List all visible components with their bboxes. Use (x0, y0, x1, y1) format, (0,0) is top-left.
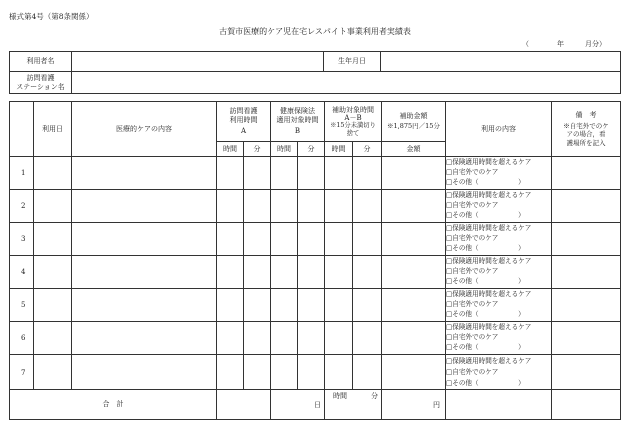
subsidy-time-line4: 捨て (346, 129, 360, 137)
subsidy-time-line3: ※15分未満切り (330, 122, 376, 130)
total-yen-unit: 円 (433, 401, 440, 409)
option-over-insurance[interactable]: □保険適用時間を超えるケア (446, 224, 532, 232)
total-hour-unit: 時間 (333, 392, 347, 400)
insurance-hour-header: 時間 (277, 144, 291, 153)
option-other[interactable]: □その他（ ） (446, 244, 525, 252)
birthdate-label: 生年月日 (338, 57, 366, 66)
nursing-header-line3: A (240, 126, 247, 135)
nursing-header-line2: 利用時間 (229, 116, 258, 125)
nursing-header-line1: 訪問看護 (229, 107, 258, 116)
subsidy-amount-header: 金額 (406, 144, 421, 153)
subsidy-amount-line1: 補助金額 (399, 112, 428, 121)
user-name-field[interactable] (72, 52, 323, 71)
option-outside-home[interactable]: □自宅外でのケア (446, 333, 499, 341)
nursing-hour-header: 時間 (223, 144, 237, 153)
col-header-remarks (552, 102, 620, 156)
subsidy-amount-line2: ※1,875円／15分 (387, 121, 440, 130)
option-over-insurance[interactable]: □保険適用時間を超えるケア (446, 257, 532, 265)
page-title: 古賀市医療的ケア児在宅レスパイト事業利用者実績表 (219, 27, 411, 36)
option-other[interactable]: □その他（ ） (446, 211, 525, 219)
row-number: 1 (21, 169, 26, 177)
option-other[interactable]: □その他（ ） (446, 343, 525, 351)
col-header-subsidy-time (325, 102, 381, 141)
row-number: 5 (21, 301, 26, 309)
col-header-insurance-time (271, 102, 324, 141)
row-number: 6 (21, 334, 26, 342)
subsidy-minute-header: 分 (363, 144, 371, 153)
station-label-line1: 訪問看護 (26, 74, 55, 83)
station-field[interactable] (72, 72, 620, 93)
station-label-line2: ステーション名 (16, 82, 65, 91)
option-outside-home[interactable]: □自宅外でのケア (446, 300, 499, 308)
subsidy-time-line1: 補助対象時間 (332, 106, 374, 115)
birthdate-field[interactable] (381, 52, 620, 71)
remarks-line1: 備 考 (575, 110, 597, 119)
total-label: 合 計 (102, 400, 124, 409)
option-over-insurance[interactable]: □保険適用時間を超えるケア (446, 191, 532, 199)
subsidy-time-line2: A－B (344, 114, 362, 123)
option-other[interactable]: □その他（ ） (446, 178, 525, 186)
option-other[interactable]: □その他（ ） (446, 277, 525, 285)
form-number: 様式第4号（第8条関係） (9, 12, 94, 21)
col-header-date: 利用日 (42, 124, 63, 133)
row-number: 2 (21, 202, 26, 210)
option-outside-home[interactable]: □自宅外でのケア (446, 368, 499, 376)
row-number: 7 (21, 369, 26, 377)
col-header-usage-content: 利用の内容 (481, 124, 516, 133)
station-label (10, 72, 71, 93)
insurance-header-line3: B (294, 126, 301, 135)
option-over-insurance[interactable]: □保険適用時間を超えるケア (446, 323, 532, 331)
option-outside-home[interactable]: □自宅外でのケア (446, 267, 499, 275)
option-over-insurance[interactable]: □保険適用時間を超えるケア (446, 357, 532, 365)
row-number: 4 (21, 268, 26, 276)
option-outside-home[interactable]: □自宅外でのケア (446, 168, 499, 176)
option-other[interactable]: □その他（ ） (446, 379, 525, 387)
insurance-header-line1: 健康保険法 (280, 107, 315, 116)
option-outside-home[interactable]: □自宅外でのケア (446, 201, 499, 209)
insurance-header-line2: 適用対象時間 (276, 116, 319, 125)
col-header-care-content: 医療的ケアの内容 (116, 124, 172, 133)
col-header-nursing-time (217, 102, 270, 141)
subsidy-hour-header: 時間 (331, 144, 346, 153)
option-over-insurance[interactable]: □保険適用時間を超えるケア (446, 158, 532, 166)
nursing-minute-header: 分 (253, 144, 261, 153)
option-outside-home[interactable]: □自宅外でのケア (446, 234, 499, 242)
remarks-line2: ※自宅外でのケ (563, 121, 609, 130)
row-number: 3 (21, 235, 26, 243)
remarks-line4: 護場所を記入 (566, 138, 606, 147)
total-minute-unit: 分 (371, 392, 378, 400)
total-day-unit: 日 (314, 401, 321, 409)
year-month: （ 年 月分） (522, 40, 606, 48)
remarks-line3: アの場合，看 (566, 130, 606, 139)
user-name-label: 利用者名 (26, 57, 55, 66)
option-over-insurance[interactable]: □保険適用時間を超えるケア (446, 290, 532, 298)
insurance-minute-header: 分 (307, 144, 315, 153)
col-header-subsidy-amount (382, 102, 445, 141)
option-other[interactable]: □その他（ ） (446, 310, 525, 318)
